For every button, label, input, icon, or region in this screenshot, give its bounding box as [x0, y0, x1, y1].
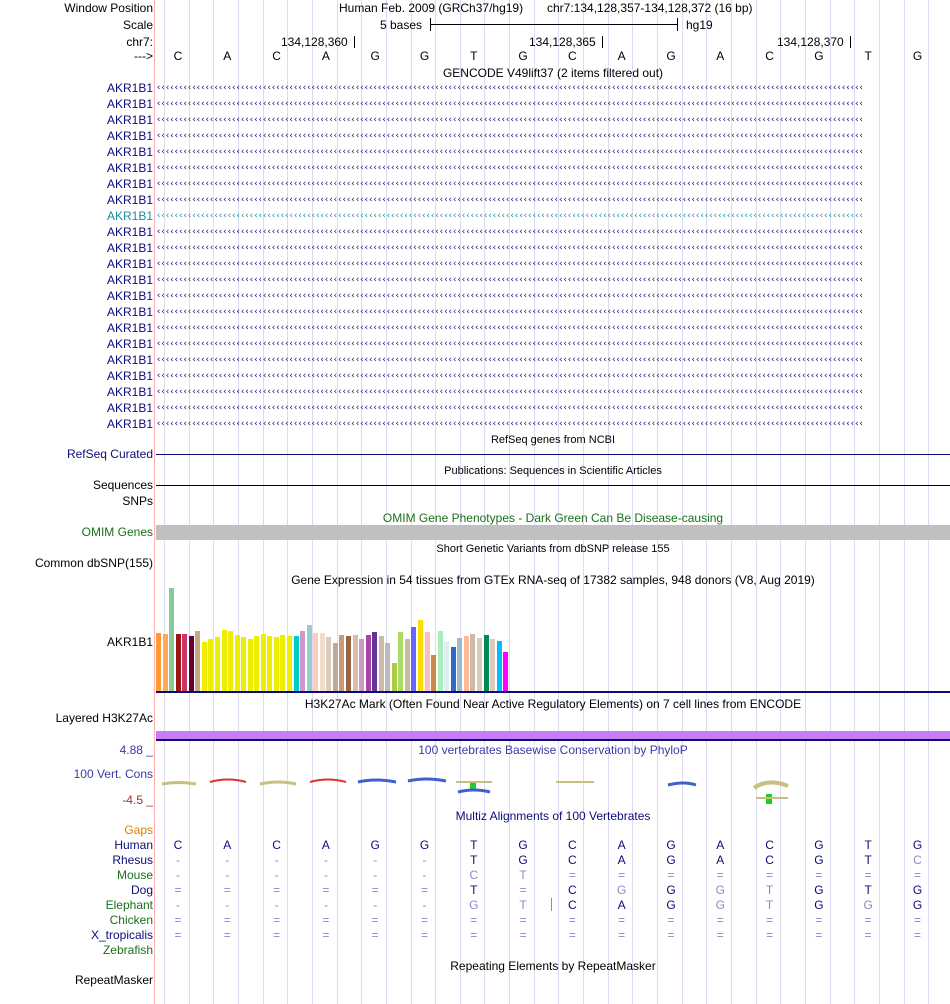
gtex-tissue-bar[interactable] [333, 643, 338, 691]
gencode-transcript-feature[interactable]: ‹‹‹‹‹‹‹‹‹‹‹‹‹‹‹‹‹‹‹‹‹‹‹‹‹‹‹‹‹‹‹‹‹‹‹‹‹‹‹‹‹‹‹‹‹‹‹‹‹‹‹‹‹‹‹‹‹‹‹‹‹‹‹‹‹‹‹‹‹‹‹‹‹‹‹‹‹‹‹‹‹‹‹‹‹‹‹‹‹‹‹‹‹‹‹‹‹‹‹‹‹‹‹‹‹‹‹‹‹‹‹‹‹‹‹‹‹‹‹‹‹‹‹‹‹‹‹‹‹‹‹‹‹‹‹‹‹‹‹‹‹‹‹‹‹‹‹‹‹‹‹‹‹‹‹‹‹‹‹‹ [156, 163, 863, 173]
aligned-base: = [766, 868, 774, 882]
aligned-base: C [765, 838, 774, 852]
gencode-transcript-label[interactable]: AKR1B1 [106, 193, 153, 207]
gtex-tissue-bar[interactable] [353, 635, 358, 691]
gencode-track-title[interactable]: GENCODE V49lift37 (2 items filtered out) [442, 66, 664, 80]
base-letter: G [666, 49, 676, 63]
aligned-base: = [371, 913, 379, 927]
tick-mark [602, 36, 603, 48]
gencode-transcript-label[interactable]: AKR1B1 [106, 353, 153, 367]
gencode-transcript-feature[interactable]: ‹‹‹‹‹‹‹‹‹‹‹‹‹‹‹‹‹‹‹‹‹‹‹‹‹‹‹‹‹‹‹‹‹‹‹‹‹‹‹‹‹‹‹‹‹‹‹‹‹‹‹‹‹‹‹‹‹‹‹‹‹‹‹‹‹‹‹‹‹‹‹‹‹‹‹‹‹‹‹‹‹‹‹‹‹‹‹‹‹‹‹‹‹‹‹‹‹‹‹‹‹‹‹‹‹‹‹‹‹‹‹‹‹‹‹‹‹‹‹‹‹‹‹‹‹‹‹‹‹‹‹‹‹‹‹‹‹‹‹‹‹‹‹‹‹‹‹‹‹‹‹‹‹‹‹‹‹‹‹‹ [156, 195, 863, 205]
tick-mark [850, 36, 851, 48]
scale-label: Scale [122, 18, 153, 32]
phylop-glyph [260, 782, 296, 784]
base-letter: A [617, 49, 626, 63]
aligned-base: = [420, 928, 428, 942]
scale-bar [430, 24, 677, 25]
phylop-glyph [358, 780, 396, 782]
base-letter: T [864, 49, 872, 63]
aligned-base: = [667, 928, 675, 942]
multiz-track-title[interactable]: Multiz Alignments of 100 Vertebrates [455, 809, 651, 823]
gencode-transcript-label[interactable]: AKR1B1 [106, 289, 153, 303]
gencode-transcript-label[interactable]: AKR1B1 [106, 257, 153, 271]
aligned-base: = [766, 913, 774, 927]
phylop-ymax-label: 4.88 _ [119, 743, 153, 757]
gencode-transcript-feature[interactable]: ‹‹‹‹‹‹‹‹‹‹‹‹‹‹‹‹‹‹‹‹‹‹‹‹‹‹‹‹‹‹‹‹‹‹‹‹‹‹‹‹‹‹‹‹‹‹‹‹‹‹‹‹‹‹‹‹‹‹‹‹‹‹‹‹‹‹‹‹‹‹‹‹‹‹‹‹‹‹‹‹‹‹‹‹‹‹‹‹‹‹‹‹‹‹‹‹‹‹‹‹‹‹‹‹‹‹‹‹‹‹‹‹‹‹‹‹‹‹‹‹‹‹‹‹‹‹‹‹‹‹‹‹‹‹‹‹‹‹‹‹‹‹‹‹‹‹‹‹‹‹‹‹‹‹‹‹‹‹‹‹ [156, 179, 863, 189]
aligned-base: - [225, 868, 230, 882]
gencode-transcript-label[interactable]: AKR1B1 [106, 305, 153, 319]
phylop-glyph [668, 783, 696, 785]
aligned-base: G [617, 883, 627, 897]
aligned-base: A [321, 838, 330, 852]
aligned-base: = [223, 928, 231, 942]
aligned-base: - [176, 898, 180, 912]
base-letter: G [912, 49, 923, 63]
aligned-base: = [864, 868, 872, 882]
aligned-base: G [518, 853, 528, 867]
aligned-base: = [322, 913, 330, 927]
gtex-tissue-bar[interactable] [425, 632, 430, 691]
aligned-base: = [913, 868, 921, 882]
phylop-track-label[interactable]: 100 Vert. Cons [73, 767, 153, 781]
phylop-glyph [162, 783, 196, 785]
aligned-base: T [864, 853, 872, 867]
aligned-base: A [716, 853, 725, 867]
gtex-tissue-bar[interactable] [405, 639, 410, 691]
dbsnp-track-label[interactable]: Common dbSNP(155) [34, 556, 153, 570]
aligned-base: = [174, 883, 182, 897]
aligned-base: = [716, 928, 724, 942]
gencode-transcript-label[interactable]: AKR1B1 [106, 273, 153, 287]
species-label[interactable]: Rhesus [112, 853, 153, 867]
tick-label: 134,128,360 [281, 35, 348, 49]
gencode-transcript-label[interactable]: AKR1B1 [106, 145, 153, 159]
gencode-transcript-feature[interactable]: ‹‹‹‹‹‹‹‹‹‹‹‹‹‹‹‹‹‹‹‹‹‹‹‹‹‹‹‹‹‹‹‹‹‹‹‹‹‹‹‹‹‹‹‹‹‹‹‹‹‹‹‹‹‹‹‹‹‹‹‹‹‹‹‹‹‹‹‹‹‹‹‹‹‹‹‹‹‹‹‹‹‹‹‹‹‹‹‹‹‹‹‹‹‹‹‹‹‹‹‹‹‹‹‹‹‹‹‹‹‹‹‹‹‹‹‹‹‹‹‹‹‹‹‹‹‹‹‹‹‹‹‹‹‹‹‹‹‹‹‹‹‹‹‹‹‹‹‹‹‹‹‹‹‹‹‹‹‹‹‹ [156, 387, 863, 397]
base-letter: C [765, 49, 774, 63]
aligned-base: G [419, 838, 430, 852]
aligned-base: - [225, 898, 230, 912]
gtex-tissue-bar[interactable] [156, 633, 161, 691]
window-position-label: Window Position [64, 1, 153, 15]
gaps-label: Gaps [124, 823, 153, 837]
gtex-tissue-bar[interactable] [215, 637, 220, 691]
aligned-base: G [814, 883, 824, 897]
aligned-base: A [617, 853, 626, 867]
gencode-transcript-label[interactable]: AKR1B1 [106, 209, 153, 223]
aligned-base: A [617, 838, 626, 852]
aligned-base: = [174, 913, 182, 927]
gencode-transcript-feature[interactable]: ‹‹‹‹‹‹‹‹‹‹‹‹‹‹‹‹‹‹‹‹‹‹‹‹‹‹‹‹‹‹‹‹‹‹‹‹‹‹‹‹‹‹‹‹‹‹‹‹‹‹‹‹‹‹‹‹‹‹‹‹‹‹‹‹‹‹‹‹‹‹‹‹‹‹‹‹‹‹‹‹‹‹‹‹‹‹‹‹‹‹‹‹‹‹‹‹‹‹‹‹‹‹‹‹‹‹‹‹‹‹‹‹‹‹‹‹‹‹‹‹‹‹‹‹‹‹‹‹‹‹‹‹‹‹‹‹‹‹‹‹‹‹‹‹‹‹‹‹‹‹‹‹‹‹‹‹‹‹‹‹ [156, 323, 863, 333]
gtex-tissue-bar[interactable] [359, 639, 364, 691]
base-letter: A [321, 49, 330, 63]
gtex-tissue-bar[interactable] [346, 636, 351, 691]
h3k27ac-track-title[interactable]: H3K27Ac Mark (Often Found Near Active Regulatory Elements) on 7 cell lines from ENCODE [304, 697, 802, 711]
aligned-base: G [912, 838, 923, 852]
h3k27ac-signal-bar[interactable] [156, 731, 950, 739]
base-letter: C [272, 49, 281, 63]
aligned-base: G [814, 898, 824, 912]
aligned-base: = [815, 868, 823, 882]
gtex-tissue-bar[interactable] [313, 633, 318, 691]
h3k27ac-baseline [156, 739, 950, 741]
aligned-base: = [420, 913, 428, 927]
gtex-tissue-bar[interactable] [490, 639, 495, 691]
gencode-transcript-label[interactable]: AKR1B1 [106, 401, 153, 415]
aligned-base: G [666, 883, 676, 897]
scale-bar-left-tick [430, 18, 431, 31]
gtex-tissue-bar[interactable] [208, 639, 213, 691]
multiz-insertion-mark [551, 898, 552, 911]
publications-track-label[interactable]: Sequences [92, 478, 153, 492]
omim-track-title[interactable]: OMIM Gene Phenotypes - Dark Green Can Be Disease-causing [382, 511, 724, 525]
base-letter: G [518, 49, 528, 63]
aligned-base: = [913, 928, 921, 942]
gtex-tissue-bar[interactable] [418, 620, 423, 691]
aligned-base: = [223, 883, 231, 897]
refseq-track-title[interactable]: RefSeq genes from NCBI [490, 434, 616, 446]
aligned-base: = [618, 868, 626, 882]
aligned-base: G [715, 898, 725, 912]
gencode-transcript-feature[interactable]: ‹‹‹‹‹‹‹‹‹‹‹‹‹‹‹‹‹‹‹‹‹‹‹‹‹‹‹‹‹‹‹‹‹‹‹‹‹‹‹‹‹‹‹‹‹‹‹‹‹‹‹‹‹‹‹‹‹‹‹‹‹‹‹‹‹‹‹‹‹‹‹‹‹‹‹‹‹‹‹‹‹‹‹‹‹‹‹‹‹‹‹‹‹‹‹‹‹‹‹‹‹‹‹‹‹‹‹‹‹‹‹‹‹‹‹‹‹‹‹‹‹‹‹‹‹‹‹‹‹‹‹‹‹‹‹‹‹‹‹‹‹‹‹‹‹‹‹‹‹‹‹‹‹‹‹‹‹‹‹‹ [156, 403, 863, 413]
base-letter: G [814, 49, 824, 63]
base-letter: G [419, 49, 430, 63]
aligned-base: - [323, 853, 328, 867]
aligned-base: G [912, 898, 923, 912]
gtex-tissue-bar[interactable] [222, 630, 227, 691]
aligned-base: C [765, 853, 774, 867]
aligned-base: A [223, 838, 232, 852]
aligned-base: T [519, 898, 527, 912]
aligned-base: G [666, 853, 676, 867]
repeatmasker-track-label[interactable]: RepeatMasker [74, 973, 153, 987]
gtex-tissue-bar[interactable] [261, 634, 266, 691]
aligned-base: - [422, 898, 427, 912]
gencode-transcript-label[interactable]: AKR1B1 [106, 97, 153, 111]
gencode-transcript-label[interactable]: AKR1B1 [106, 321, 153, 335]
aligned-base: = [667, 913, 675, 927]
gencode-transcript-feature[interactable]: ‹‹‹‹‹‹‹‹‹‹‹‹‹‹‹‹‹‹‹‹‹‹‹‹‹‹‹‹‹‹‹‹‹‹‹‹‹‹‹‹‹‹‹‹‹‹‹‹‹‹‹‹‹‹‹‹‹‹‹‹‹‹‹‹‹‹‹‹‹‹‹‹‹‹‹‹‹‹‹‹‹‹‹‹‹‹‹‹‹‹‹‹‹‹‹‹‹‹‹‹‹‹‹‹‹‹‹‹‹‹‹‹‹‹‹‹‹‹‹‹‹‹‹‹‹‹‹‹‹‹‹‹‹‹‹‹‹‹‹‹‹‹‹‹‹‹‹‹‹‹‹‹‹‹‹‹‹‹‹‹ [156, 419, 863, 429]
species-label[interactable]: Zebrafish [102, 943, 153, 957]
aligned-base: G [469, 898, 479, 912]
gencode-transcript-feature[interactable]: ‹‹‹‹‹‹‹‹‹‹‹‹‹‹‹‹‹‹‹‹‹‹‹‹‹‹‹‹‹‹‹‹‹‹‹‹‹‹‹‹‹‹‹‹‹‹‹‹‹‹‹‹‹‹‹‹‹‹‹‹‹‹‹‹‹‹‹‹‹‹‹‹‹‹‹‹‹‹‹‹‹‹‹‹‹‹‹‹‹‹‹‹‹‹‹‹‹‹‹‹‹‹‹‹‹‹‹‹‹‹‹‹‹‹‹‹‹‹‹‹‹‹‹‹‹‹‹‹‹‹‹‹‹‹‹‹‹‹‹‹‹‹‹‹‹‹‹‹‹‹‹‹‹‹‹‹‹‹‹‹ [156, 83, 863, 93]
aligned-base: = [174, 928, 182, 942]
phylop-glyph [458, 790, 490, 792]
gencode-transcript-feature[interactable]: ‹‹‹‹‹‹‹‹‹‹‹‹‹‹‹‹‹‹‹‹‹‹‹‹‹‹‹‹‹‹‹‹‹‹‹‹‹‹‹‹‹‹‹‹‹‹‹‹‹‹‹‹‹‹‹‹‹‹‹‹‹‹‹‹‹‹‹‹‹‹‹‹‹‹‹‹‹‹‹‹‹‹‹‹‹‹‹‹‹‹‹‹‹‹‹‹‹‹‹‹‹‹‹‹‹‹‹‹‹‹‹‹‹‹‹‹‹‹‹‹‹‹‹‹‹‹‹‹‹‹‹‹‹‹‹‹‹‹‹‹‹‹‹‹‹‹‹‹‹‹‹‹‹‹‹‹‹‹‹‹ [156, 115, 863, 125]
aligned-base: C [568, 883, 577, 897]
gtex-tissue-bar[interactable] [477, 638, 482, 691]
phylop-track-title[interactable]: 100 vertebrates Basewise Conservation by PhyloP [418, 743, 688, 757]
refseq-gene-line[interactable] [156, 454, 950, 455]
gtex-tissue-bar[interactable] [228, 631, 233, 691]
aligned-base: C [469, 868, 479, 882]
gtex-tissue-bar[interactable] [444, 642, 449, 691]
aligned-base: T [470, 838, 478, 852]
tick-label: 134,128,365 [529, 35, 596, 49]
gencode-transcript-label[interactable]: AKR1B1 [106, 369, 153, 383]
gtex-tissue-bar[interactable] [254, 636, 259, 691]
aligned-base: = [371, 883, 379, 897]
scale-bar-right-tick [677, 18, 678, 31]
gencode-transcript-label[interactable]: AKR1B1 [106, 177, 153, 191]
gtex-tissue-bar[interactable] [451, 647, 456, 691]
gtex-tissue-bar[interactable] [287, 636, 292, 691]
aligned-base: = [273, 883, 281, 897]
base-letter: C [568, 49, 577, 63]
aligned-base: - [323, 868, 328, 882]
aligned-base: T [864, 883, 872, 897]
gencode-transcript-feature[interactable]: ‹‹‹‹‹‹‹‹‹‹‹‹‹‹‹‹‹‹‹‹‹‹‹‹‹‹‹‹‹‹‹‹‹‹‹‹‹‹‹‹‹‹‹‹‹‹‹‹‹‹‹‹‹‹‹‹‹‹‹‹‹‹‹‹‹‹‹‹‹‹‹‹‹‹‹‹‹‹‹‹‹‹‹‹‹‹‹‹‹‹‹‹‹‹‹‹‹‹‹‹‹‹‹‹‹‹‹‹‹‹‹‹‹‹‹‹‹‹‹‹‹‹‹‹‹‹‹‹‹‹‹‹‹‹‹‹‹‹‹‹‹‹‹‹‹‹‹‹‹‹‹‹‹‹‹‹‹‹‹‹ [156, 243, 863, 253]
phylop-glyph [754, 782, 788, 788]
aligned-base: C [568, 838, 577, 852]
aligned-base: A [716, 838, 725, 852]
gencode-transcript-feature[interactable]: ‹‹‹‹‹‹‹‹‹‹‹‹‹‹‹‹‹‹‹‹‹‹‹‹‹‹‹‹‹‹‹‹‹‹‹‹‹‹‹‹‹‹‹‹‹‹‹‹‹‹‹‹‹‹‹‹‹‹‹‹‹‹‹‹‹‹‹‹‹‹‹‹‹‹‹‹‹‹‹‹‹‹‹‹‹‹‹‹‹‹‹‹‹‹‹‹‹‹‹‹‹‹‹‹‹‹‹‹‹‹‹‹‹‹‹‹‹‹‹‹‹‹‹‹‹‹‹‹‹‹‹‹‹‹‹‹‹‹‹‹‹‹‹‹‹‹‹‹‹‹‹‹‹‹‹‹‹‹‹‹ [156, 211, 863, 221]
aligned-base: = [815, 928, 823, 942]
aligned-base: = [618, 913, 626, 927]
gencode-transcript-feature[interactable]: ‹‹‹‹‹‹‹‹‹‹‹‹‹‹‹‹‹‹‹‹‹‹‹‹‹‹‹‹‹‹‹‹‹‹‹‹‹‹‹‹‹‹‹‹‹‹‹‹‹‹‹‹‹‹‹‹‹‹‹‹‹‹‹‹‹‹‹‹‹‹‹‹‹‹‹‹‹‹‹‹‹‹‹‹‹‹‹‹‹‹‹‹‹‹‹‹‹‹‹‹‹‹‹‹‹‹‹‹‹‹‹‹‹‹‹‹‹‹‹‹‹‹‹‹‹‹‹‹‹‹‹‹‹‹‹‹‹‹‹‹‹‹‹‹‹‹‹‹‹‹‹‹‹‹‹‹‹‹‹‹ [156, 355, 863, 365]
aligned-base: T [470, 853, 478, 867]
publications-line[interactable] [156, 485, 950, 486]
base-letter: C [173, 49, 183, 63]
phylop-glyph [310, 780, 346, 783]
aligned-base: - [323, 898, 328, 912]
aligned-base: - [422, 868, 427, 882]
phylop-glyph [408, 779, 446, 781]
gtex-tissue-bar[interactable] [411, 627, 416, 691]
aligned-base: - [225, 853, 230, 867]
aligned-base: = [322, 928, 330, 942]
chr-label: chr7: [126, 35, 153, 49]
gtex-tissue-bar[interactable] [438, 631, 443, 691]
gtex-tissue-bar[interactable] [248, 639, 253, 691]
scale-text: 5 bases [380, 18, 423, 32]
phylop-glyph [470, 783, 476, 789]
gtex-bar-chart[interactable] [156, 588, 536, 691]
gencode-transcript-feature[interactable]: ‹‹‹‹‹‹‹‹‹‹‹‹‹‹‹‹‹‹‹‹‹‹‹‹‹‹‹‹‹‹‹‹‹‹‹‹‹‹‹‹‹‹‹‹‹‹‹‹‹‹‹‹‹‹‹‹‹‹‹‹‹‹‹‹‹‹‹‹‹‹‹‹‹‹‹‹‹‹‹‹‹‹‹‹‹‹‹‹‹‹‹‹‹‹‹‹‹‹‹‹‹‹‹‹‹‹‹‹‹‹‹‹‹‹‹‹‹‹‹‹‹‹‹‹‹‹‹‹‹‹‹‹‹‹‹‹‹‹‹‹‹‹‹‹‹‹‹‹‹‹‹‹‹‹‹‹‹‹‹‹ [156, 147, 863, 157]
species-label[interactable]: Chicken [109, 913, 153, 927]
aligned-base: T [470, 883, 478, 897]
phylop-logo-graphic[interactable] [156, 770, 950, 806]
gencode-transcript-feature[interactable]: ‹‹‹‹‹‹‹‹‹‹‹‹‹‹‹‹‹‹‹‹‹‹‹‹‹‹‹‹‹‹‹‹‹‹‹‹‹‹‹‹‹‹‹‹‹‹‹‹‹‹‹‹‹‹‹‹‹‹‹‹‹‹‹‹‹‹‹‹‹‹‹‹‹‹‹‹‹‹‹‹‹‹‹‹‹‹‹‹‹‹‹‹‹‹‹‹‹‹‹‹‹‹‹‹‹‹‹‹‹‹‹‹‹‹‹‹‹‹‹‹‹‹‹‹‹‹‹‹‹‹‹‹‹‹‹‹‹‹‹‹‹‹‹‹‹‹‹‹‹‹‹‹‹‹‹‹‹‹‹‹ [156, 371, 863, 381]
gtex-tissue-bar[interactable] [385, 643, 390, 691]
gencode-transcript-label[interactable]: AKR1B1 [106, 113, 153, 127]
phylop-ymin-label: -4.5 _ [122, 793, 153, 807]
h3k27ac-track-label[interactable]: Layered H3K27Ac [55, 711, 153, 725]
gencode-transcript-feature[interactable]: ‹‹‹‹‹‹‹‹‹‹‹‹‹‹‹‹‹‹‹‹‹‹‹‹‹‹‹‹‹‹‹‹‹‹‹‹‹‹‹‹‹‹‹‹‹‹‹‹‹‹‹‹‹‹‹‹‹‹‹‹‹‹‹‹‹‹‹‹‹‹‹‹‹‹‹‹‹‹‹‹‹‹‹‹‹‹‹‹‹‹‹‹‹‹‹‹‹‹‹‹‹‹‹‹‹‹‹‹‹‹‹‹‹‹‹‹‹‹‹‹‹‹‹‹‹‹‹‹‹‹‹‹‹‹‹‹‹‹‹‹‹‹‹‹‹‹‹‹‹‹‹‹‹‹‹‹‹‹‹‹ [156, 131, 863, 141]
gtex-tissue-bar[interactable] [182, 634, 187, 691]
gtex-tissue-bar[interactable] [195, 631, 200, 691]
gtex-tissue-bar[interactable] [202, 642, 207, 691]
omim-track-label[interactable]: OMIM Genes [81, 525, 153, 539]
aligned-base: - [422, 853, 427, 867]
aligned-base: = [913, 913, 921, 927]
gtex-tissue-bar[interactable] [339, 635, 344, 691]
gtex-tissue-bar[interactable] [280, 635, 285, 691]
species-label[interactable]: Elephant [105, 898, 153, 912]
aligned-base: C [913, 853, 922, 867]
aligned-base: G [912, 883, 923, 897]
gencode-transcript-label[interactable]: AKR1B1 [106, 81, 153, 95]
gencode-transcript-feature[interactable]: ‹‹‹‹‹‹‹‹‹‹‹‹‹‹‹‹‹‹‹‹‹‹‹‹‹‹‹‹‹‹‹‹‹‹‹‹‹‹‹‹‹‹‹‹‹‹‹‹‹‹‹‹‹‹‹‹‹‹‹‹‹‹‹‹‹‹‹‹‹‹‹‹‹‹‹‹‹‹‹‹‹‹‹‹‹‹‹‹‹‹‹‹‹‹‹‹‹‹‹‹‹‹‹‹‹‹‹‹‹‹‹‹‹‹‹‹‹‹‹‹‹‹‹‹‹‹‹‹‹‹‹‹‹‹‹‹‹‹‹‹‹‹‹‹‹‹‹‹‹‹‹‹‹‹‹‹‹‹‹‹ [156, 291, 863, 301]
gencode-transcript-label[interactable]: AKR1B1 [106, 337, 153, 351]
aligned-base: - [373, 868, 378, 882]
base-letter: G [370, 49, 380, 63]
aligned-base: G [518, 838, 528, 852]
gtex-tissue-bar[interactable] [372, 632, 377, 691]
position-text: chr7:134,128,357-134,128,372 (16 bp) [547, 1, 753, 15]
aligned-base: = [371, 928, 379, 942]
aligned-base: = [766, 928, 774, 942]
aligned-base: = [273, 913, 281, 927]
gtex-tissue-bar[interactable] [307, 625, 312, 691]
aligned-base: = [568, 928, 576, 942]
aligned-base: G [863, 898, 873, 912]
db-text: hg19 [686, 18, 713, 32]
aligned-base: = [864, 913, 872, 927]
refseq-track-label[interactable]: RefSeq Curated [66, 447, 153, 461]
aligned-base: G [814, 853, 824, 867]
base-letter: A [223, 49, 232, 63]
base-letter: A [716, 49, 725, 63]
gtex-tissue-bar[interactable] [169, 588, 174, 691]
aligned-base: = [864, 928, 872, 942]
gtex-tissue-bar[interactable] [431, 655, 436, 691]
gencode-transcript-feature[interactable]: ‹‹‹‹‹‹‹‹‹‹‹‹‹‹‹‹‹‹‹‹‹‹‹‹‹‹‹‹‹‹‹‹‹‹‹‹‹‹‹‹‹‹‹‹‹‹‹‹‹‹‹‹‹‹‹‹‹‹‹‹‹‹‹‹‹‹‹‹‹‹‹‹‹‹‹‹‹‹‹‹‹‹‹‹‹‹‹‹‹‹‹‹‹‹‹‹‹‹‹‹‹‹‹‹‹‹‹‹‹‹‹‹‹‹‹‹‹‹‹‹‹‹‹‹‹‹‹‹‹‹‹‹‹‹‹‹‹‹‹‹‹‹‹‹‹‹‹‹‹‹‹‹‹‹‹‹‹‹‹‹ [156, 275, 863, 285]
aligned-base: = [618, 928, 626, 942]
gencode-transcript-feature[interactable]: ‹‹‹‹‹‹‹‹‹‹‹‹‹‹‹‹‹‹‹‹‹‹‹‹‹‹‹‹‹‹‹‹‹‹‹‹‹‹‹‹‹‹‹‹‹‹‹‹‹‹‹‹‹‹‹‹‹‹‹‹‹‹‹‹‹‹‹‹‹‹‹‹‹‹‹‹‹‹‹‹‹‹‹‹‹‹‹‹‹‹‹‹‹‹‹‹‹‹‹‹‹‹‹‹‹‹‹‹‹‹‹‹‹‹‹‹‹‹‹‹‹‹‹‹‹‹‹‹‹‹‹‹‹‹‹‹‹‹‹‹‹‹‹‹‹‹‹‹‹‹‹‹‹‹‹‹‹‹‹‹ [156, 339, 863, 349]
phylop-glyph [210, 780, 246, 783]
gtex-tissue-bar[interactable] [470, 634, 475, 691]
dbsnp-track-title[interactable]: Short Genetic Variants from dbSNP release 155 [436, 543, 670, 555]
gtex-tissue-bar[interactable] [241, 637, 246, 691]
gtex-baseline [156, 691, 950, 693]
gencode-transcript-feature[interactable]: ‹‹‹‹‹‹‹‹‹‹‹‹‹‹‹‹‹‹‹‹‹‹‹‹‹‹‹‹‹‹‹‹‹‹‹‹‹‹‹‹‹‹‹‹‹‹‹‹‹‹‹‹‹‹‹‹‹‹‹‹‹‹‹‹‹‹‹‹‹‹‹‹‹‹‹‹‹‹‹‹‹‹‹‹‹‹‹‹‹‹‹‹‹‹‹‹‹‹‹‹‹‹‹‹‹‹‹‹‹‹‹‹‹‹‹‹‹‹‹‹‹‹‹‹‹‹‹‹‹‹‹‹‹‹‹‹‹‹‹‹‹‹‹‹‹‹‹‹‹‹‹‹‹‹‹‹‹‹‹‹ [156, 307, 863, 317]
strand-label: ---> [134, 49, 153, 63]
species-label[interactable]: X_tropicalis [90, 928, 153, 942]
aligned-base: = [815, 913, 823, 927]
gtex-tissue-bar[interactable] [294, 636, 299, 691]
aligned-base: G [666, 898, 676, 912]
aligned-base: C [568, 853, 577, 867]
gencode-transcript-label[interactable]: AKR1B1 [106, 417, 153, 431]
aligned-base: C [173, 838, 183, 852]
aligned-base: T [864, 838, 872, 852]
species-label[interactable]: Human [114, 838, 153, 852]
aligned-base: - [274, 898, 279, 912]
label-area-divider [154, 0, 155, 1004]
gtex-tissue-bar[interactable] [176, 634, 181, 691]
species-label[interactable]: Dog [130, 883, 153, 897]
gtex-track-label[interactable]: AKR1B1 [106, 635, 153, 649]
aligned-base: A [617, 898, 626, 912]
aligned-base: - [274, 853, 279, 867]
aligned-base: C [568, 898, 577, 912]
aligned-base: = [568, 868, 576, 882]
gtex-tissue-bar[interactable] [320, 633, 325, 691]
repeatmasker-track-title[interactable]: Repeating Elements by RepeatMasker [450, 959, 656, 973]
gtex-tissue-bar[interactable] [457, 638, 462, 691]
gtex-tissue-bar[interactable] [366, 635, 371, 691]
aligned-base: = [470, 928, 478, 942]
gtex-tissue-bar[interactable] [398, 632, 403, 691]
aligned-base: = [568, 913, 576, 927]
publications-track-label-2[interactable]: SNPs [122, 494, 153, 508]
publications-track-title[interactable]: Publications: Sequences in Scientific Articles [444, 465, 662, 477]
gtex-tissue-bar[interactable] [464, 636, 469, 691]
aligned-base: = [519, 928, 527, 942]
gencode-transcript-feature[interactable]: ‹‹‹‹‹‹‹‹‹‹‹‹‹‹‹‹‹‹‹‹‹‹‹‹‹‹‹‹‹‹‹‹‹‹‹‹‹‹‹‹‹‹‹‹‹‹‹‹‹‹‹‹‹‹‹‹‹‹‹‹‹‹‹‹‹‹‹‹‹‹‹‹‹‹‹‹‹‹‹‹‹‹‹‹‹‹‹‹‹‹‹‹‹‹‹‹‹‹‹‹‹‹‹‹‹‹‹‹‹‹‹‹‹‹‹‹‹‹‹‹‹‹‹‹‹‹‹‹‹‹‹‹‹‹‹‹‹‹‹‹‹‹‹‹‹‹‹‹‹‹‹‹‹‹‹‹‹‹‹‹ [156, 227, 863, 237]
gencode-transcript-feature[interactable]: ‹‹‹‹‹‹‹‹‹‹‹‹‹‹‹‹‹‹‹‹‹‹‹‹‹‹‹‹‹‹‹‹‹‹‹‹‹‹‹‹‹‹‹‹‹‹‹‹‹‹‹‹‹‹‹‹‹‹‹‹‹‹‹‹‹‹‹‹‹‹‹‹‹‹‹‹‹‹‹‹‹‹‹‹‹‹‹‹‹‹‹‹‹‹‹‹‹‹‹‹‹‹‹‹‹‹‹‹‹‹‹‹‹‹‹‹‹‹‹‹‹‹‹‹‹‹‹‹‹‹‹‹‹‹‹‹‹‹‹‹‹‹‹‹‹‹‹‹‹‹‹‹‹‹‹‹‹‹‹‹ [156, 259, 863, 269]
gtex-tissue-bar[interactable] [497, 641, 502, 691]
gtex-track-title[interactable]: Gene Expression in 54 tissues from GTEx RNA-seq of 17382 samples, 948 donors (V8, Aug 2019) [291, 573, 815, 587]
gtex-tissue-bar[interactable] [503, 652, 508, 691]
aligned-base: - [373, 898, 378, 912]
aligned-base: G [814, 838, 824, 852]
aligned-base: C [272, 838, 281, 852]
gencode-transcript-feature[interactable]: ‹‹‹‹‹‹‹‹‹‹‹‹‹‹‹‹‹‹‹‹‹‹‹‹‹‹‹‹‹‹‹‹‹‹‹‹‹‹‹‹‹‹‹‹‹‹‹‹‹‹‹‹‹‹‹‹‹‹‹‹‹‹‹‹‹‹‹‹‹‹‹‹‹‹‹‹‹‹‹‹‹‹‹‹‹‹‹‹‹‹‹‹‹‹‹‹‹‹‹‹‹‹‹‹‹‹‹‹‹‹‹‹‹‹‹‹‹‹‹‹‹‹‹‹‹‹‹‹‹‹‹‹‹‹‹‹‹‹‹‹‹‹‹‹‹‹‹‹‹‹‹‹‹‹‹‹‹‹‹‹ [156, 99, 863, 109]
aligned-base: T [765, 883, 774, 897]
aligned-base: = [716, 868, 724, 882]
gencode-transcript-label[interactable]: AKR1B1 [106, 241, 153, 255]
tick-mark [354, 36, 355, 48]
aligned-base: G [715, 883, 725, 897]
gtex-tissue-bar[interactable] [484, 635, 489, 691]
omim-feature-bar[interactable] [156, 525, 950, 540]
gtex-tissue-bar[interactable] [189, 636, 194, 691]
gtex-tissue-bar[interactable] [392, 663, 397, 691]
aligned-base: G [370, 838, 380, 852]
gtex-tissue-bar[interactable] [235, 635, 240, 691]
gtex-tissue-bar[interactable] [163, 634, 168, 691]
aligned-base: - [274, 868, 279, 882]
gtex-tissue-bar[interactable] [326, 637, 331, 691]
aligned-base: G [666, 838, 676, 852]
gencode-transcript-label[interactable]: AKR1B1 [106, 161, 153, 175]
species-label[interactable]: Mouse [116, 868, 153, 882]
gencode-transcript-label[interactable]: AKR1B1 [106, 385, 153, 399]
aligned-base: - [176, 853, 180, 867]
aligned-base: = [322, 883, 330, 897]
aligned-base: = [470, 913, 478, 927]
aligned-base: - [176, 868, 180, 882]
gencode-transcript-label[interactable]: AKR1B1 [106, 225, 153, 239]
aligned-base: = [273, 928, 281, 942]
aligned-base: = [519, 883, 527, 897]
assembly-text: Human Feb. 2009 (GRCh37/hg19) [339, 1, 524, 15]
aligned-base: = [420, 883, 428, 897]
aligned-base: = [667, 868, 675, 882]
aligned-base: T [519, 868, 527, 882]
gtex-tissue-bar[interactable] [267, 636, 272, 691]
aligned-base: = [519, 913, 527, 927]
aligned-base: = [716, 913, 724, 927]
gtex-tissue-bar[interactable] [274, 637, 279, 691]
gtex-tissue-bar[interactable] [300, 631, 305, 691]
gtex-tissue-bar[interactable] [379, 636, 384, 691]
base-letter: T [470, 49, 478, 63]
gencode-transcript-label[interactable]: AKR1B1 [106, 129, 153, 143]
tick-label: 134,128,370 [777, 35, 844, 49]
aligned-base: = [223, 913, 231, 927]
aligned-base: T [765, 898, 774, 912]
aligned-base: - [373, 853, 378, 867]
